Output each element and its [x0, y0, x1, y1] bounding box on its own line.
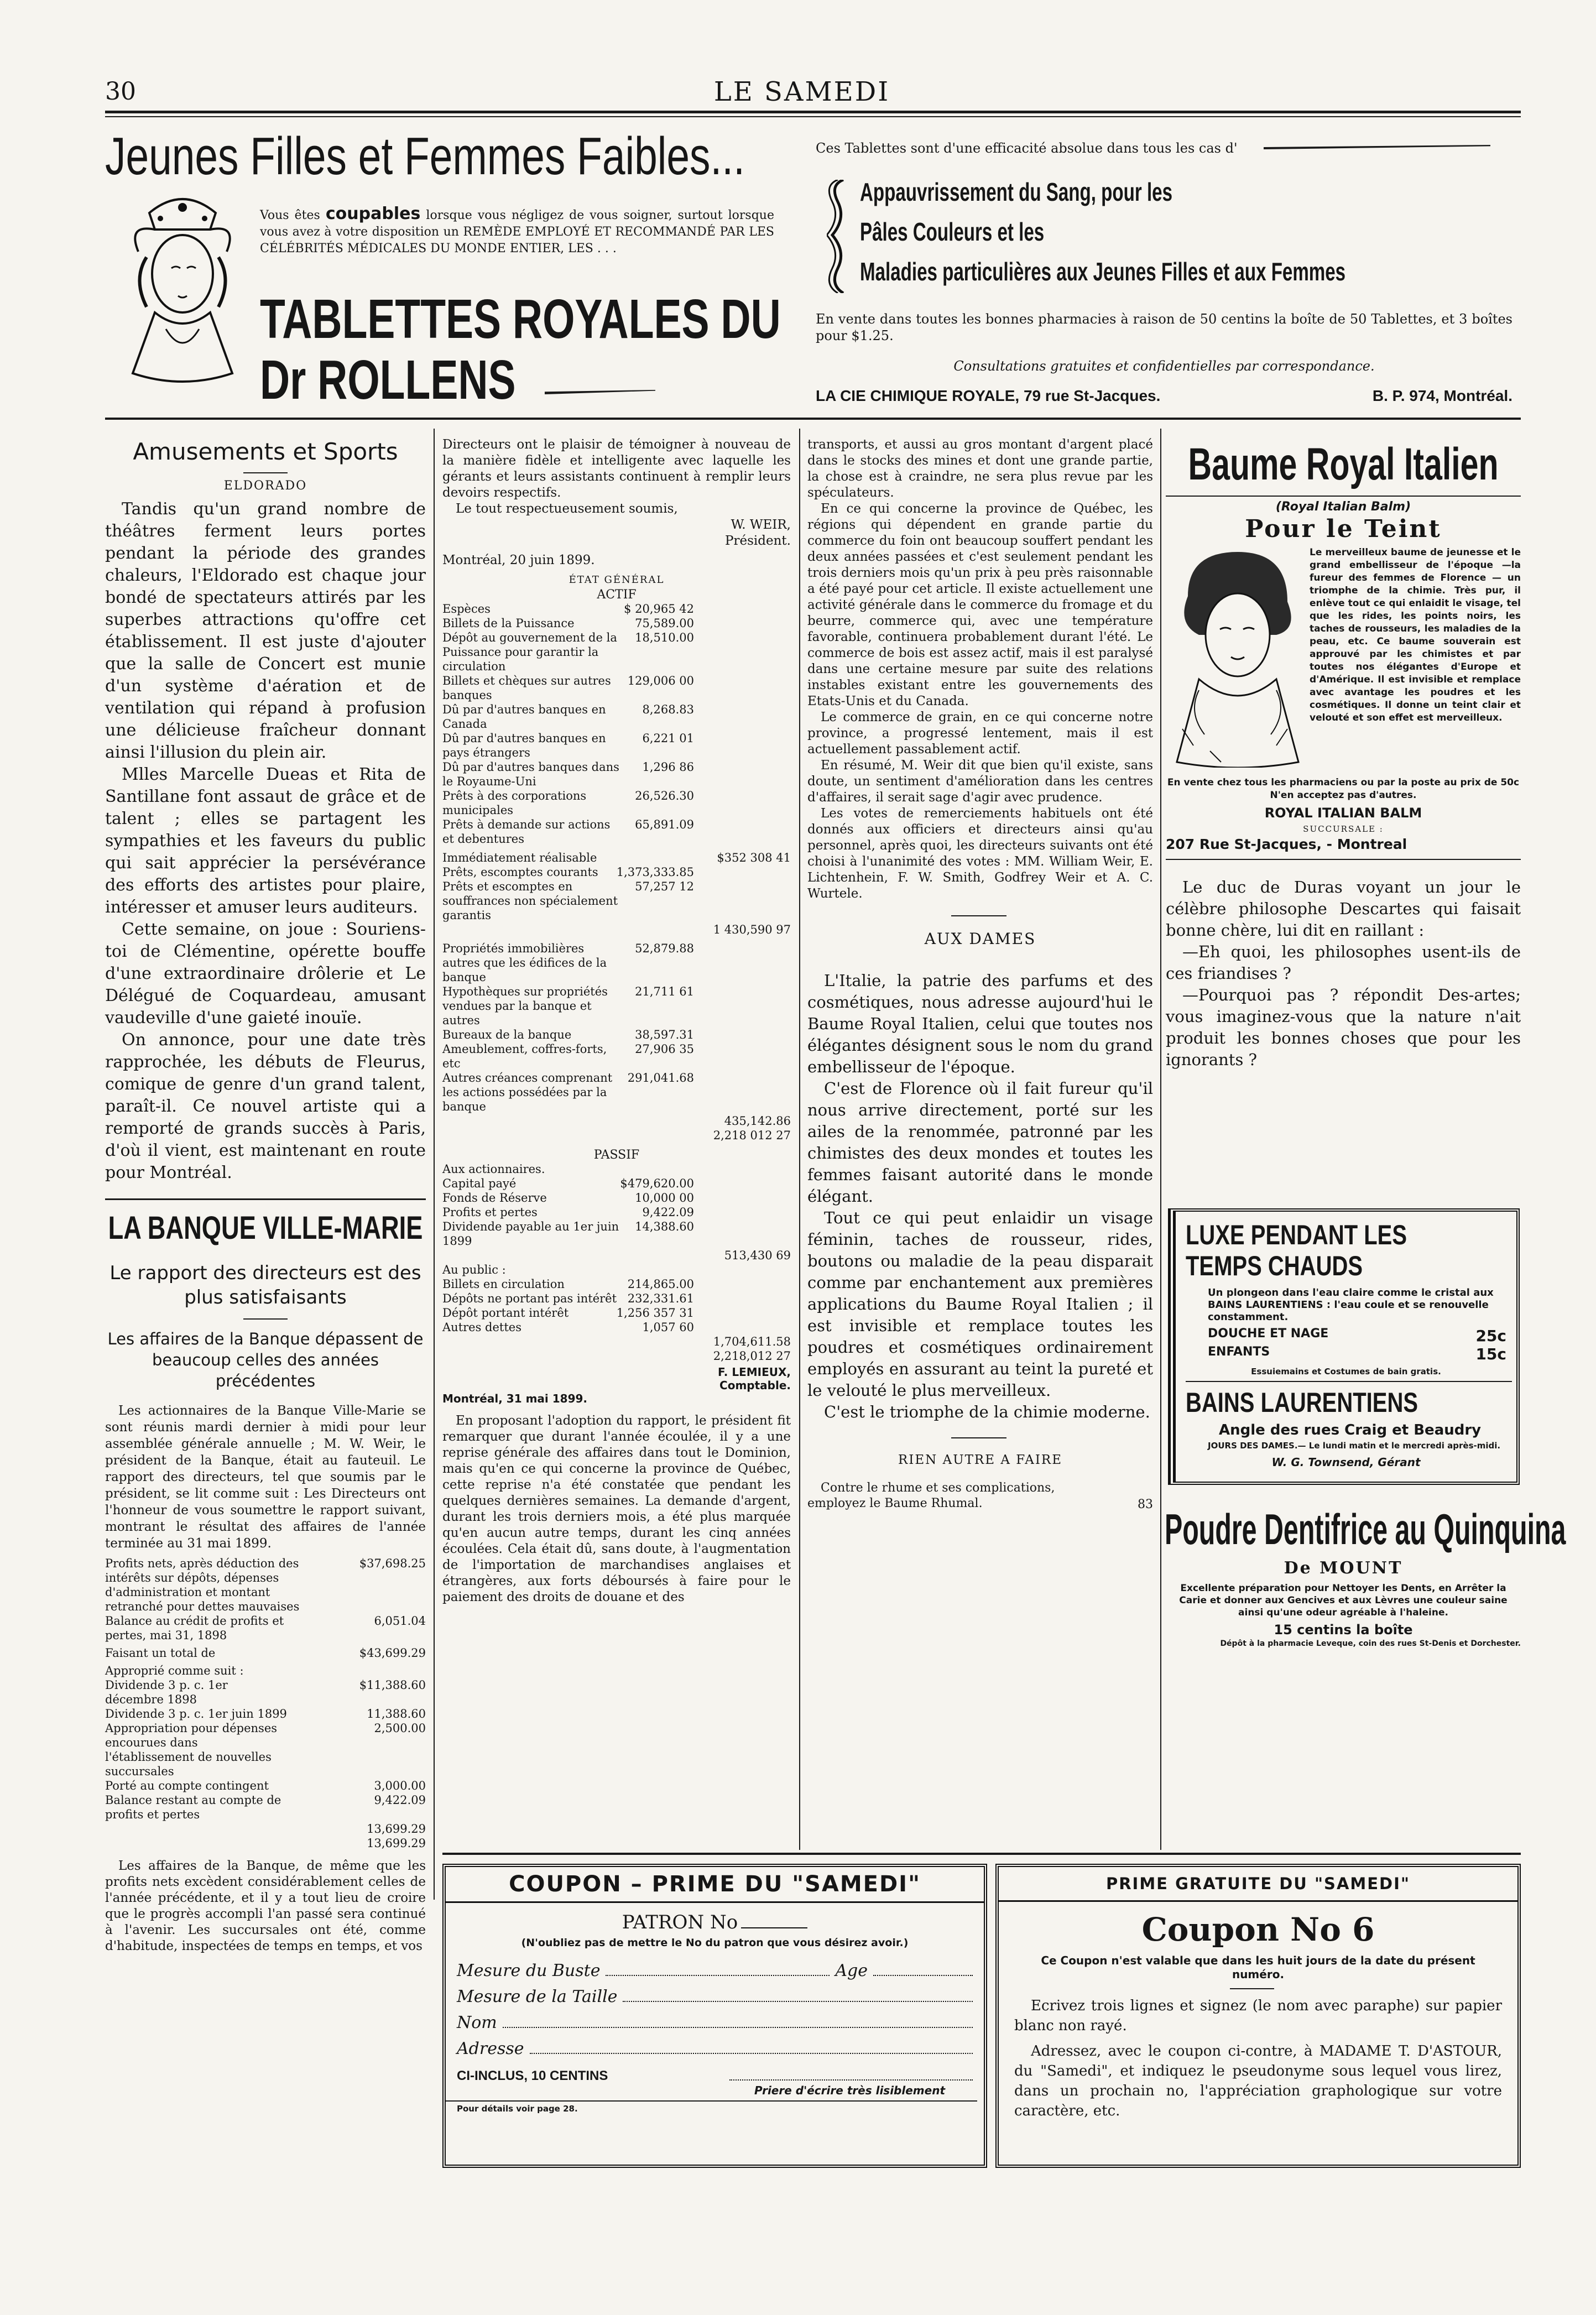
- col3-paragraph: En ce qui concerne la province de Québec, les régions qui dépendent en grande partie du commerce du foin ont beaucoup souffert pendant les deux années passées et c'est seulement pendant les trois derniers mois qu'un prix à peu près raisonnable a été payé pour cet article. Il existe actuellement une activité générale dans le commerce du fromage et du beurre, commerce qui, avec une température favorable, continuera probablement durant l'été. Le commerce de bois est assez actif, mais il est paralysé dans une certaine mesure par suite des relations instables existant entre les gouvernements des Etats-Unis et du Canada.: [807, 502, 1153, 708]
- enfants-row: [1208, 1345, 1506, 1363]
- nom-line: [457, 2013, 973, 2032]
- table-row: 1 430,590 97: [713, 923, 791, 936]
- table-row: Dividende 3 p. c. 1er juin 1899 11,388.60: [105, 1707, 426, 1720]
- col3-paragraph: En résumé, M. Weir dit que bien qu'il existe, sans doute, un sentiment d'amélioration dans les centres d'affaires, il serait sage d'agir avec prudence.: [807, 758, 1153, 805]
- condition-1: Appauvrissement du Sang, pour les: [860, 178, 1172, 206]
- coupon-number: Coupon No 6: [1141, 1911, 1375, 1948]
- table-row: 13,699.29: [367, 1822, 426, 1836]
- patron-line: [457, 1911, 973, 1933]
- etat-heading: ÉTAT GÉNÉRAL: [568, 574, 665, 586]
- col2-date-2: Montréal, 31 mai 1899.: [442, 1392, 587, 1405]
- col3-paragraph: Les votes de remerciements habituels ont été donnés aux officiers et directeurs ainsi qu'au personnel, après quoi, les directeurs suivants ont été choisi à l'unanimité des votes : MM. William Weir, E. Lichtenhein, F. W. Smith, Godfrey Weir et A. C. Wurtele.: [807, 806, 1153, 901]
- poudre-title: Poudre Dentifrice au Quinquina: [1164, 1505, 1566, 1553]
- buste-field[interactable]: [606, 1961, 830, 1976]
- aux-dames-heading: AUX DAMES: [924, 930, 1036, 948]
- column-4: [1166, 437, 1521, 1071]
- table-row: Appropriation pour dépenses encourues dans l'établissement de nouvelles succursales 2,500.00: [105, 1722, 426, 1778]
- ad-intro-lead: Vous êtes: [260, 208, 320, 222]
- col3-divider-2: [951, 1437, 1006, 1438]
- lemieux: F. LEMIEUX,: [718, 1365, 791, 1379]
- teint-heading: Pour le Teint: [1245, 515, 1442, 543]
- condition-bracket: [827, 180, 849, 293]
- age-label: Age: [835, 1961, 868, 1980]
- table-row: 13,699.29: [367, 1837, 426, 1850]
- top-ad-bottom-rule: [105, 418, 1521, 420]
- coupon2-para-1: Ecrivez trois lignes et signez (le nom avec paraphe) sur papier blanc non rayé.: [1014, 1998, 1502, 2034]
- table-row: Balance restant au compte de profits et pertes 9,422.09: [105, 1793, 426, 1821]
- townsend: W. G. Townsend, Gérant: [1271, 1456, 1421, 1469]
- poudre-ad: [1164, 1504, 1566, 1649]
- crowned-lady-illustration: [116, 191, 249, 390]
- ad-efficacy: Ces Tablettes sont d'une efficacité absolue dans tous les cas d': [816, 140, 1238, 156]
- table-row: Fonds de Réserve 10,000 00: [442, 1191, 694, 1205]
- dames-paragraph: C'est le triomphe de la chimie moderne.: [824, 1402, 1150, 1421]
- succursale: SUCCURSALE :: [1303, 824, 1384, 834]
- rien-text: Contre le rhume et ses complications, employez le Baume Rhumal.: [807, 1481, 1055, 1510]
- ad-brand-line1: TABLETTES ROYALES DU: [260, 288, 781, 350]
- baume-subtitle: (Royal Italian Balm): [1275, 500, 1411, 514]
- balm-name: ROYAL ITALIAN BALM: [1264, 805, 1422, 821]
- table-row: Bureaux de la banque 38,597.31: [442, 1028, 694, 1041]
- table-row: Faisant un total de $43,699.29: [105, 1646, 426, 1660]
- table-row: Dépôt au gouvernement de la Puissance pour garantir la circulation 18,510.00: [442, 631, 694, 673]
- dames-paragraph: Tout ce qui peut enlaidir un visage féminin, taches de rousseur, rides, boutons ou maladie de la peau disparait comme par enchantement aux premières applications du Baume Royal Italien ; il est invisible et remplace toutes les poudres et cosmétiques ordinairement employés en assurant au teint la pureté et le velouté le plus merveilleux.: [807, 1208, 1153, 1400]
- col2-signoff: Le tout respectueusement soumis,: [456, 502, 678, 516]
- enfants-label: ENFANTS: [1208, 1345, 1270, 1359]
- column-2: [442, 437, 791, 1605]
- eldorado-paragraph: Mlles Marcelle Dueas et Rita de Santillane font assaut de grâce et de talent ; elles se partagent les sympathies et les faveurs du public qui sait apprécier la persévérance des efforts des artistes pour plaire, intéresser et amuser leurs auditeurs.: [105, 765, 426, 917]
- table-row: Dû par d'autres banques en Canada 8,268.83: [442, 703, 694, 731]
- column-rule-2: [799, 429, 800, 1850]
- column-1: [105, 437, 426, 1954]
- eldorado-subhead: ELDORADO: [223, 479, 307, 493]
- bains-title: BAINS LAURENTIENS: [1186, 1387, 1418, 1418]
- dames-paragraph: C'est de Florence où il fait fureur qu'il nous arrive directement, porté sur les ailes de la renommée, patronné par les chimistes des deux mondes et toutes les femmes faisant autorité dans le monde élégant.: [807, 1079, 1153, 1206]
- table-row: Prêts et escomptes en souffrances non spécialement garantis 57,257 12: [442, 880, 694, 922]
- buste-label: Mesure du Buste: [457, 1961, 601, 1980]
- anecdote-paragraph: Le duc de Duras voyant un jour le célèbre philosophe Descartes qui faisait bonne chère, lui dit en raillant :: [1166, 878, 1521, 940]
- ad-intro-bold: coupables: [325, 204, 421, 223]
- coupon-validity: Ce Coupon n'est valable que dans les huit jours de la date du présent numéro.: [1041, 1954, 1475, 1981]
- section-divider: [243, 472, 288, 473]
- baume-text: Le merveilleux baume de jeunesse et le grand embellisseur de l'époque —la fureur des femmes de Florence — un triomphe de la chimie. Très pur, il enlève tout ce qui enlaidit le visage, tel que les rides, les points noirs, les taches de rousseurs, les maladies de la peau, etc. Ce baume souverain est approuvé par les chimistes et par toutes nos élégantes d'Europe et d'Amérique. Il est invisible et remplace avec avantage les poudres et les cosmétiques. Il donne un teint clair et velouté et son effet est merveilleux.: [1310, 547, 1521, 723]
- luxe-title-2: TEMPS CHAUDS: [1186, 1250, 1363, 1281]
- bank-title: LA BANQUE VILLE-MARIE: [108, 1210, 423, 1246]
- table-row: 435,142.86: [724, 1114, 791, 1128]
- taille-line: [457, 1987, 973, 2006]
- actif-table: [442, 602, 791, 1143]
- coupon2-para-2: Adressez, avec le coupon ci-contre, à MADAME T. D'ASTOUR, du "Samedi", et indiquez le pseudonyme sous lequel vous lirez, dans un prochain no, l'appréciation graphologique sur votre caractère, etc.: [1014, 2043, 1502, 2119]
- nom-field[interactable]: [503, 2013, 973, 2028]
- coupon-patron-title: COUPON – PRIME DU "SAMEDI": [446, 1867, 984, 1903]
- header-rule: [105, 111, 1521, 113]
- age-field[interactable]: [873, 1961, 973, 1976]
- baume-ad-body: [1166, 546, 1521, 773]
- douche-row: [1208, 1327, 1506, 1345]
- table-row: Dépôts ne portant pas intérêt 232,331.61: [442, 1292, 694, 1305]
- passif-table: [442, 1162, 791, 1363]
- anecdote-paragraph: —Pourquoi pas ? répondit Des-artes; vous imaginez-vous que la nature n'ait produit les bonnes choses que pour les ignorants ?: [1166, 986, 1521, 1069]
- newspaper-title: LE SAMEDI: [713, 76, 890, 107]
- details-note: Pour détails voir page 28.: [457, 2104, 578, 2114]
- table-row: Hypothèques sur propriétés vendues par la banque et autres 21,711 61: [442, 985, 694, 1027]
- eldorado-paragraph: Tandis qu'un grand nombre de théâtres ferment leurs portes pendant la période des grandes chaleurs, l'Eldorado est chaque jour bondé de spectateurs attirés par les superbes attractions qu'offre cet établissement. Il est juste d'ajouter que la salle de Concert est munie d'un système d'aération et de ventilation qui répand à profusion une délicieuse fraîcheur donnant ainsi l'illusion du plein air.: [105, 499, 426, 762]
- table-row: Ameublement, coffres-forts, etc 27,906 35: [442, 1042, 694, 1070]
- table-row: Capital payé $479,620.00: [442, 1177, 694, 1190]
- bank-sub-divider: [243, 1318, 288, 1320]
- table-row: Propriétés immobilières autres que les édifices de la banque 52,879.88: [442, 942, 694, 984]
- adresse-label: Adresse: [457, 2039, 524, 2058]
- luxe-title-1: LUXE PENDANT LES: [1186, 1219, 1407, 1250]
- col2-paragraph: En proposant l'adoption du rapport, le président fit remarquer que durant l'année écoulée, il y a une reprise générale des affaires dans tout le Dominion, mais qu'en ce qui concerne la province de Québec, cette reprise n'a été constatée que pendant les quelques dernières semaines. La demande d'argent, durant les trois derniers mois, a été plus marquée qu'en aucun autre temps, durant les cinq années écoulées. Cela était dû, sans doute, à l'augmentation de l'importation de marchandises anglaises et étrangères, aux forts déboursés à faire pour le paiement des droits de douane et des: [442, 1414, 791, 1604]
- poudre-text: Excellente préparation pour Nettoyer les Dents, en Arrêter la Carie et donner aux Gencives et aux Lèvres une couleur saine ainsi qu'une odeur agréable à l'haleine.: [1179, 1583, 1508, 1618]
- baume-address: 207 Rue St-Jacques, - Montreal: [1166, 836, 1407, 852]
- table-row: 2,218 012 27: [713, 1129, 791, 1142]
- table-row: Dividende 3 p. c. 1er décembre 1898 $11,388.60: [105, 1678, 426, 1706]
- anecdote-paragraph: —Eh quoi, les philosophes usent-ils de ces friandises ?: [1166, 942, 1521, 983]
- column-3: [807, 437, 1153, 1511]
- douche-price: 25c: [1475, 1327, 1506, 1345]
- coupon-graphologie: [995, 1864, 1521, 2168]
- table-row: Billets et chèques sur autres banques 129,006 00: [442, 674, 694, 702]
- rien-number: 83: [1138, 1498, 1153, 1511]
- poudre-price: 15 centins la boîte: [1274, 1622, 1413, 1638]
- patron-blank[interactable]: [741, 1911, 807, 1928]
- ad-intro-rest: lorsque vous négligez de vous soigner, surtout lorsque vous avez à votre disposition un REMÈDE EMPLOYÉ ET RECOMMANDÉ PAR LES CÉLÉBRITÉS MÉDICALES DU MONDE ENTIER, LES . . .: [260, 208, 774, 256]
- patron-label: PATRON No: [622, 1911, 738, 1933]
- ad-company: LA CIE CHIMIQUE ROYALE, 79 rue St-Jacques.: [816, 387, 1161, 404]
- luxe-text: Un plongeon dans l'eau claire comme le cristal aux BAINS LAURENTIENS : l'eau coule et se renouvelle constamment.: [1208, 1287, 1494, 1323]
- eldorado-paragraph: On annonce, pour une date très rapprochée, les débuts de Fleurus, comique de genre d'un grand talent, paraît-il. Ce nouvel artiste qui a remporté de grands succès à Paris, d'où il vient, est maintenant en route pour Montréal.: [105, 1030, 426, 1182]
- table-row: Dépôt portant intérêt 1,256 357 31: [442, 1306, 694, 1320]
- col2-signer-title: Président.: [725, 534, 791, 548]
- table-row: Billets en circulation 214,865.00: [442, 1278, 694, 1291]
- inclus-label: CI-INCLUS, 10 CENTINS: [457, 2068, 608, 2083]
- actif-heading: ACTIF: [597, 588, 637, 602]
- table-row: Dû par d'autres banques dans le Royaume-Uni 1,296 86: [442, 760, 694, 788]
- rien-heading: RIEN AUTRE A FAIRE: [898, 1453, 1063, 1467]
- eldorado-paragraph: Cette semaine, on joue : Souriens-toi de Clémentine, opérette bouffe d'une extraordinaire drôlerie et Le Délégué de Coquardeau, amusant vaudeville d'une gaieté inouïe.: [105, 920, 426, 1028]
- baume-sale: En vente chez tous les pharmaciens ou par la poste au prix de 50c N'en acceptez pas d'autres.: [1167, 777, 1520, 801]
- baume-title: Baume Royal Italien: [1188, 439, 1499, 489]
- table-row: Aux actionnaires.: [442, 1162, 545, 1176]
- table-row: Profits et pertes 9,422.09: [442, 1206, 694, 1219]
- condition-3: Maladies particulières aux Jeunes Filles et aux Femmes: [860, 257, 1346, 286]
- ad-headline: Jeunes Filles et Femmes Faibles...: [105, 127, 745, 186]
- baume-text-side: [1310, 546, 1521, 724]
- table-row: Prêts à demande sur actions et debentures 65,891.09: [442, 818, 694, 846]
- col2-signer: W. WEIR,: [731, 518, 791, 532]
- bank-closing: Les affaires de la Banque, de même que les profits nets excèdent considérablement celles de l'année précédente, et il y a tout lieu de croire que le progrès accompli l'an passé sera continué à l'avenir. Les succursales ont été, comme d'habitude, inspectées de temps en temps, et vos: [105, 1859, 426, 1953]
- inclus-line: [457, 2068, 973, 2084]
- passif-heading: PASSIF: [593, 1148, 640, 1162]
- ad-intro: [260, 206, 774, 257]
- efficacy-arrow: [1264, 145, 1490, 149]
- table-row: 513,430 69: [724, 1249, 791, 1262]
- bains-rule: [1186, 1381, 1512, 1382]
- table-row: Dû par d'autres banques en pays étrangers 6,221 01: [442, 732, 694, 759]
- table-row: Au public :: [442, 1263, 506, 1276]
- table-row: Porté au compte contingent 3,000.00: [105, 1779, 426, 1792]
- col2-intro: Directeurs ont le plaisir de témoigner à nouveau de la manière fidèle et intelligente avec laquelle les gérants et leurs assistants continuent à remplir leurs devoirs respectifs.: [442, 437, 791, 500]
- table-row: Prêts à des corporations municipales 26,526.30: [442, 789, 694, 817]
- table-row: 1,704,611.58: [713, 1335, 791, 1348]
- dames-paragraph: L'Italie, la patrie des parfums et des cosmétiques, nous adresse aujourd'hui le Baume Royal Italien, celui que toutes nos élégantes désignent sous le nom du grand embellisseur de l'époque.: [807, 971, 1153, 1076]
- ad-box: B. P. 974, Montréal.: [1372, 387, 1512, 404]
- nom-label: Nom: [457, 2013, 497, 2032]
- ad-sale: En vente dans toutes les bonnes pharmacies à raison de 50 centins la boîte de 50 Tablettes, et 3 boîtes pour $1.25.: [816, 311, 1512, 343]
- bank-paragraph: Les actionnaires de la Banque Ville-Marie se sont réunis mardi dernier à midi pour leur assemblée générale annuelle ; M. W. Weir, le président de la Banque, était au fauteuil. Le rapport des directeurs, tel que soumis par le président, se lit comme suit : Les Directeurs ont l'honneur de vous soumettre le rapport suivant, montrant le résultat des affaires de l'année terminée au 31 mai 1899.: [105, 1404, 426, 1551]
- coupon2-divider: [1230, 1988, 1274, 1989]
- signature-field[interactable]: [729, 2068, 973, 2081]
- col3-paragraph: Le commerce de grain, en ce qui concerne notre province, a progressé lentement, mais il est actuellement passablement actif.: [807, 710, 1153, 757]
- table-row: Approprié comme suit :: [105, 1664, 244, 1677]
- patron-note: (N'oubliez pas de mettre le No du patron que vous désirez avoir.): [521, 1937, 909, 1949]
- taille-field[interactable]: [623, 1987, 973, 2002]
- table-row: Profits nets, après déduction des intérêts sur dépôts, dépenses d'administration et montant retranché pour dettes mauvaises $37,698.25: [105, 1557, 426, 1613]
- coupon-patron: [442, 1864, 987, 2168]
- enfants-price: 15c: [1475, 1345, 1506, 1363]
- adresse-line: [457, 2039, 973, 2058]
- ad-consult: Consultations gratuites et confidentielles par correspondance.: [953, 358, 1375, 374]
- lady-portrait-illustration: [1166, 546, 1304, 768]
- page-number: 30: [105, 77, 136, 106]
- mount: De MOUNT: [1284, 1558, 1403, 1578]
- taille-label: Mesure de la Taille: [457, 1987, 618, 2006]
- baume-bottom-rule: [1166, 859, 1521, 860]
- table-row: 2,218,012 27: [713, 1349, 791, 1363]
- table-row: Billets de la Puissance 75,589.00: [442, 617, 694, 630]
- financial-table: [105, 1556, 426, 1850]
- brand-underline-arrow: [545, 390, 655, 394]
- table-row: Prêts, escomptes courants 1,373,333.85: [442, 865, 694, 879]
- col2-date: Montréal, 20 juin 1899.: [442, 553, 595, 567]
- header-rule-thin: [105, 116, 1521, 117]
- adresse-field[interactable]: [530, 2039, 973, 2054]
- bains-jours: JOURS DES DAMES.— Le lundi matin et le mercredi après-midi.: [1208, 1441, 1501, 1451]
- column-rule-1: [434, 429, 435, 1900]
- condition-2: Pâles Couleurs et les: [860, 217, 1045, 246]
- coupon-detail-rule: [446, 2100, 977, 2102]
- table-row: Espèces $ 20,965 42: [442, 602, 694, 616]
- douche-label: DOUCHE ET NAGE: [1208, 1327, 1329, 1341]
- table-row: Autres dettes 1,057 60: [442, 1321, 694, 1334]
- section-title: Amusements et Sports: [133, 438, 398, 465]
- ad-brand-line2: Dr ROLLENS: [260, 349, 516, 411]
- coupon-top-rule: [442, 1853, 1521, 1855]
- bank-subtitle-2: Les affaires de la Banque dépassent de beaucoup celles des années précédentes: [107, 1329, 424, 1390]
- prie-note: Priere d'écrire très lisiblement: [754, 2084, 945, 2097]
- rien-row: [807, 1480, 1153, 1511]
- bank-divider: [105, 1198, 426, 1200]
- poudre-depot: Dépôt à la pharmacie Leveque, coin des rues St-Denis et Dorchester.: [1220, 1639, 1521, 1648]
- bank-subtitle: Le rapport des directeurs est des plus satisfaisants: [109, 1262, 421, 1308]
- bains-ad: [1168, 1208, 1520, 1485]
- baume-rule: [1166, 496, 1521, 497]
- column-rule-3: [1160, 429, 1161, 1850]
- table-row: Autres créances comprenant les actions possédées par la banque 291,041.68: [442, 1071, 694, 1113]
- table-row: Dividende payable au 1er juin 1899 14,388.60: [442, 1220, 694, 1248]
- buste-line: [457, 1961, 973, 1980]
- prime-title: PRIME GRATUITE DU "SAMEDI": [999, 1867, 1517, 1902]
- table-row: Immédiatement réalisable $352 308 41: [442, 851, 791, 864]
- lemieux-title: Comptable.: [719, 1379, 791, 1392]
- essuie-note: Essuiemains et Costumes de bain gratis.: [1251, 1367, 1441, 1377]
- col3-paragraph: transports, et aussi au gros montant d'argent placé dans le stocks des mines et dont une grande partie, la chose est à craindre, ne sera plus revue par les spéculateurs.: [807, 437, 1153, 500]
- table-row: Balance au crédit de profits et pertes, mai 31, 1898 6,051.04: [105, 1614, 426, 1642]
- col3-divider: [951, 915, 1006, 916]
- bains-angle: Angle des rues Craig et Beaudry: [1219, 1422, 1482, 1438]
